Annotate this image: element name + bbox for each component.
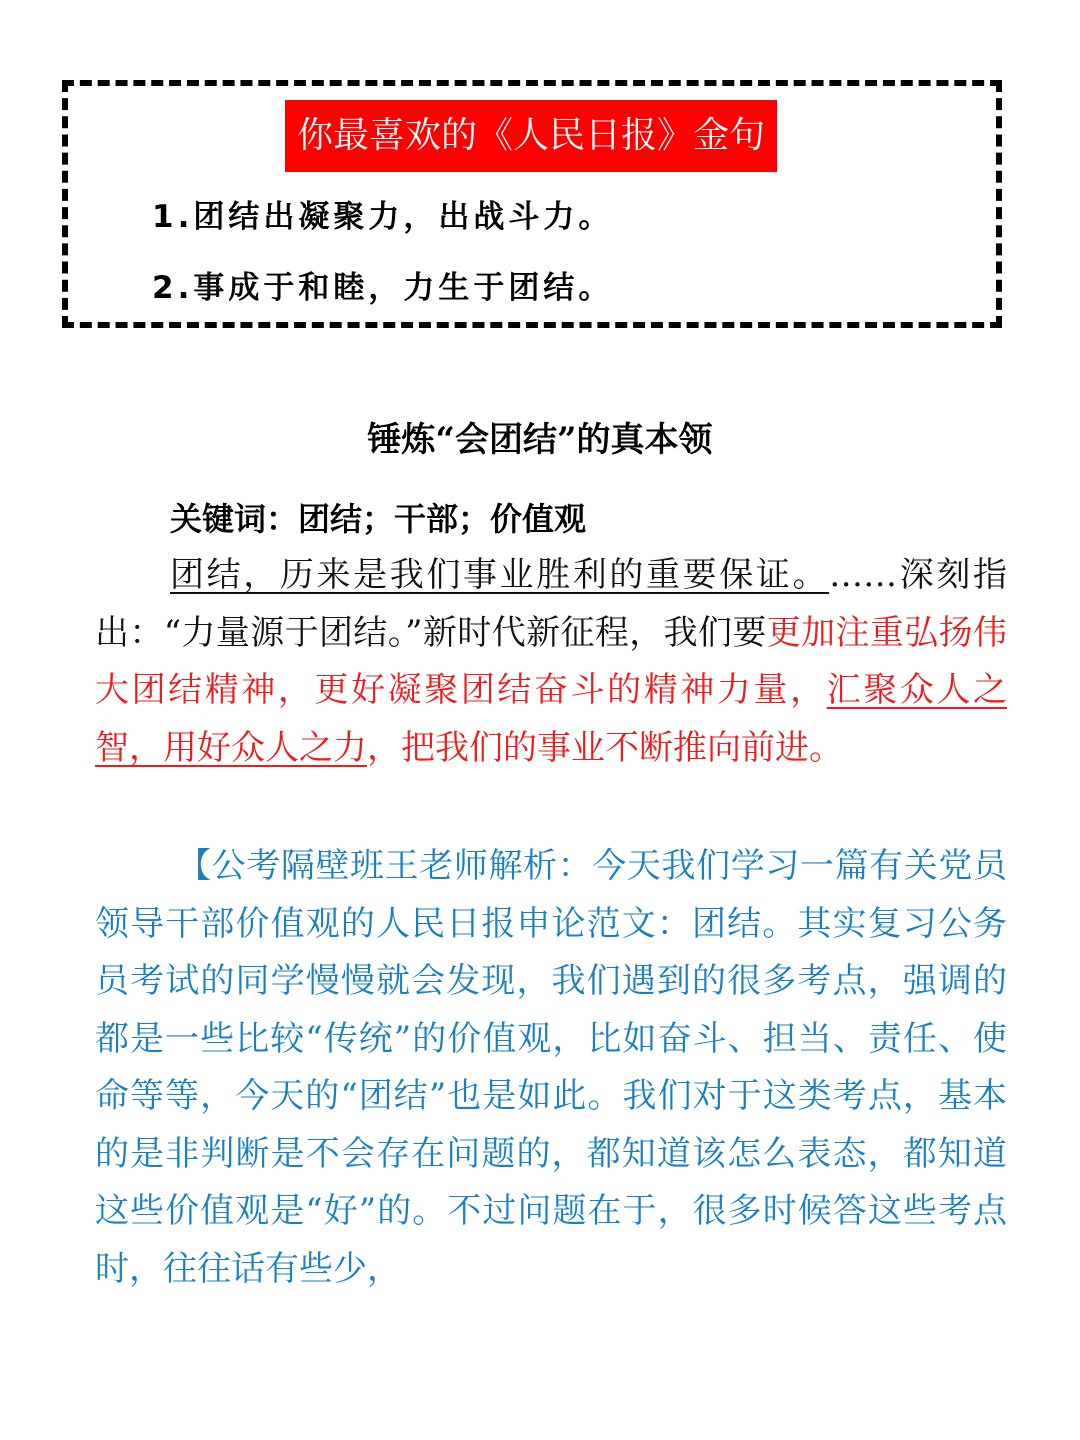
red-highlight-text: 更加注重弘扬伟大团结精神，更好凝聚团结奋斗的精神力量， (95, 612, 1008, 710)
quote-box-title: 你最喜欢的《人民日报》金句 (285, 100, 777, 172)
red-underlined-text: 汇聚众人之智，用好众人之力 (95, 670, 1008, 768)
plain-text: ……深刻指出：“力量源于团结。”新时代新征程，我们要 (95, 555, 1008, 653)
article-title: 锤炼“会团结”的真本领 (367, 420, 713, 460)
quote-item-2: 2.事成于和睦，力生于团结。 (152, 270, 614, 306)
red-highlight-text-end: ，把我们的事业不断推向前进。 (367, 727, 843, 768)
underlined-lead-sentence: 团结，历来是我们事业胜利的重要保证。 (170, 555, 830, 595)
analysis-paragraph: 【公考隔壁班王老师解析：今天我们学习一篇有关党员领导干部价值观的人民日报申论范文：团结。其实复习公务员考试的同学慢慢就会发现，我们遇到的很多考点，强调的都是一些比较“传统”的价值观，比如奋斗、担当、责任、使命等等，今天的“团结”也是如此。我们对于这类考点，基本的是非判断是不会存在问题的，都知道该怎么表态，都知道这些价值观是“好”的。不过问题在于，很多时候答这些考点时，往往话有些少， (95, 846, 1007, 1289)
paragraph-1 (95, 547, 1007, 777)
quote-item-1: 1.团结出凝聚力，出战斗力。 (152, 199, 614, 235)
keywords-line: 关键词：团结；干部；价值观 (170, 500, 587, 538)
